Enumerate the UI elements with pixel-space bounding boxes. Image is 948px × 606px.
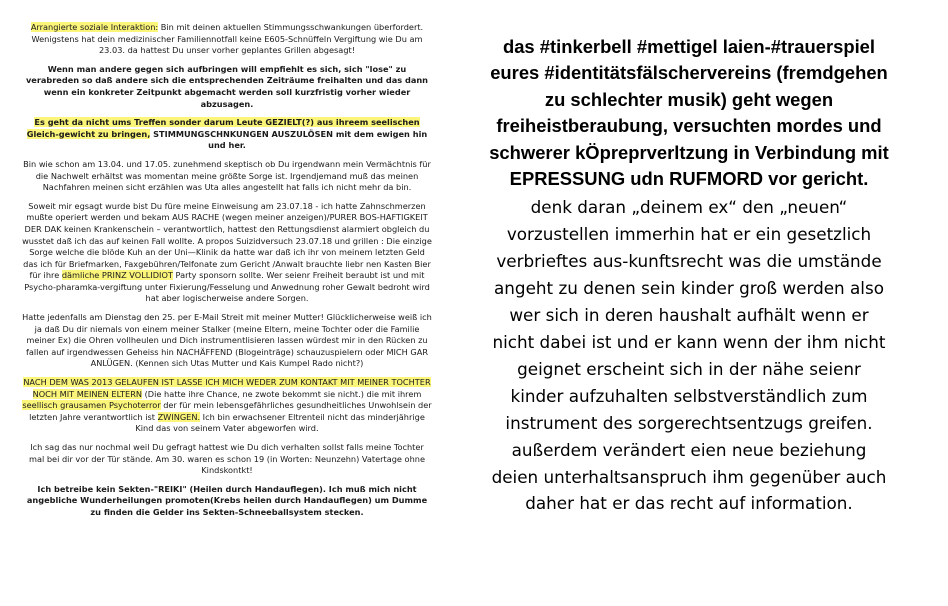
paragraph-text: Soweit mir egsagt wurde bist Du füre meine Einweisung am 23.07.18 - ich hatte Zahnschmerzen mußte operiert werden und bekam AUS RACHE (wegen meiner anzeigen)/PURER BOS-HAFTIGKEIT DER DAK keinen Krankenschein – verantwortlich, hattest den Rettungsdienst alarmiert obgleich du wusstet daß ich das auf keinen Fall wollte. A propos Suizidversuch 23.07.18 und grillen : Die einzige Sorge welche die blöde Kuh an der Uni—Klinik da hatte war daß ich ihr von meinem letzten Geld das ich für Briefmarken, Faxgebühren/Telfonate zum Gericht /Anwalt brauchte liebr nen Kasten Bier für ihre: [22, 200, 432, 281]
paragraph-text: Ich sag das nur nochmal weil Du gefragt hattest wie Du dich verhalten sollst falls meine Tochter mal bei dir vor der Tür stände. Am 30. waren es schon 19 (in Worten: Neunzehn) Vatertage ohne Kindskontkt!: [28, 442, 425, 476]
letter-paragraph: [22, 159, 432, 194]
paragraph-text: (Krebs heilen durch Handauflegen): [210, 495, 372, 506]
statement-line: nicht dabei ist und er kann wenn der ihm nicht: [492, 331, 886, 352]
bold-statement: [446, 34, 932, 192]
letter-paragraph: [22, 22, 432, 57]
paragraph-text: Ich bin erwachsener Eltrenteil nicht das minderjährige Kind das von seinem Vater abgeworfen wird.: [135, 411, 425, 434]
letter-paragraph: [22, 201, 432, 305]
letter-paragraph: [22, 377, 432, 435]
statement-line: wer sich in deren haushalt aufhält wenn er: [509, 305, 869, 326]
statement-line: deien unterhaltsanspruch ihm gegenüber auch: [491, 466, 887, 487]
highlighted-text: seellisch grausamen Psychoterror: [22, 400, 161, 411]
highlighted-text: Arrangierte soziale Interaktion:: [30, 22, 159, 32]
statement-text-block: [446, 34, 932, 517]
statement-line: angeht zu denen sein kinder groß werden also: [494, 278, 884, 299]
letter-paragraph: [22, 312, 432, 370]
statement-line: EPRESSUNG udn RUFMORD vor gericht.: [509, 168, 869, 190]
statement-line: verbrieftes aus-kunftsrecht was die umstände: [496, 251, 882, 272]
paragraph-text: Bin wie schon am 13.04. und 17.05. zunehmend skeptisch ob Du irgendwann mein Vermächtnis für die Nachwelt erhältst was momentan meine größte Sorge ist. Irgendjemand muß das meinen Nachfahren meinen sicht erzählen was Uta alles angestellt hat falls ich nicht mehr da bin.: [23, 158, 431, 193]
paragraph-text: der für mein lebensgefährliches gesundheitliches Unwohlsein der letzten Jahre verantwortlich ist: [29, 400, 432, 422]
statement-line: eures #identitätsfälschervereins (fremdgehen: [490, 62, 888, 84]
regular-statement: [446, 194, 932, 517]
statement-line: außerdem verändert eien neue beziehung: [511, 439, 867, 460]
letter-paragraph: [22, 64, 432, 110]
highlighted-text: dämliche PRINZ VOLLIDIOT: [61, 270, 173, 281]
scanned-letter: [22, 22, 432, 590]
statement-line: zu schlechter musik) geht wegen: [544, 88, 834, 110]
statement-line: denk daran „deinem ex“ den „neuen“: [530, 197, 848, 218]
paragraph-text: Hatte jedenfalls am Dienstag den 25. per E-Mail Streit mit meiner Mutter! Glücklicherweise weiß ich ja daß Du dir niemals von einem meiner Stalker (meine Eltern, meine Tochter oder die Familie meiner Ex) die Ohren vollheulen und Dich instrumentlisieren lassen würdest mir in den Rücken zu fallen auf irgendwessen Geheiss hin NACHÄFFEND (Blogeinträge) schauzuspielern oder MICH GAR ANLÜGEN. (Kennen sich Utas Mutter und Kais Kumpel Rado nicht?): [22, 312, 432, 369]
paragraph-text: (Die hatte ihre Chance, ne zwote bekommt sie nicht.) die mit ihrem: [142, 388, 422, 399]
highlighted-text: NACH DEM WAS 2013 GELAUFEN IST LASSE ICH MICH WEDER ZUM KONTAKT MIT MEINER TOCHTER NOCH MIT MEINEN ELTERN: [23, 377, 431, 399]
statement-line: kinder aufzuhalten selbstverständlich zum: [510, 385, 868, 406]
highlighted-text: ZWINGEN.: [157, 411, 201, 422]
paragraph-text: Wenn man andere gegen sich aufbringen will empfiehlt es sich, sich "lose" zu verabreden so daß andere sich die entsprechenden Zeiträume freihalten und das dann wenn ein konkreter Zeitpunkt abgemacht werden soll kurzfristig vorher wieder abzusagen.: [25, 63, 429, 109]
highlighted-text: Es geht da nicht ums Treffen sonder darum Leute GEZIELT(?) aus ihreem seelischen Gleich-gewicht zu bringen,: [26, 117, 420, 139]
letter-paragraph: [22, 484, 432, 519]
statement-line: vorzustellen immerhin hat er ein gesetzlich: [506, 224, 872, 245]
paragraph-text: Ich betreibe kein Sekten-"REIKI" (Heilen durch Handauflegen). Ich muß mich nicht angebliche Wunderheilungen promoten: [26, 483, 417, 506]
statement-line: freiheistberaubung, versuchten mordes und: [496, 115, 882, 137]
statement-line: das #tinkerbell #mettigel laien-#trauerspiel: [502, 36, 876, 57]
paragraph-text: Bin mit deinen aktuellen Stimmungsschwankungen überfordert. Wenigstens hat dein medizinischer Familiennotfall keine E605-Schnüffeln Vergiftung wie Du am 23.03. da hattest Du unser vorher geplantes Grillen abgesagt!: [31, 22, 424, 56]
statement-line: daher hat er das recht auf information.: [525, 493, 853, 514]
letter-paragraph: [22, 442, 432, 477]
letter-paragraph: [22, 117, 432, 152]
statement-line: schwerer kÖpreprverltzung in Verbindung mit: [489, 141, 889, 163]
paragraph-text: Party sponsorn sollte. Wer seienr Freiheit beraubt ist und mit Psycho-pharamka-vergiftung unter Fixierung/Fesselung und Anwednung roher Gewalt bedroht wird hat aber logischerweise andere Sorgen.: [24, 270, 430, 304]
statement-line: geignet erscheint sich in der nähe seienr: [517, 358, 861, 379]
statement-line: instrument des sorgerechtsentzugs greifen.: [505, 412, 873, 433]
paragraph-text: um Dumme zu finden die Gelder ins Sekten-Schneeballsystem stecken.: [90, 495, 428, 517]
paragraph-text: STIMMUNGSCHNKUNGEN AUSZULÖSEN mit dem ewigen hin und her.: [150, 128, 428, 151]
